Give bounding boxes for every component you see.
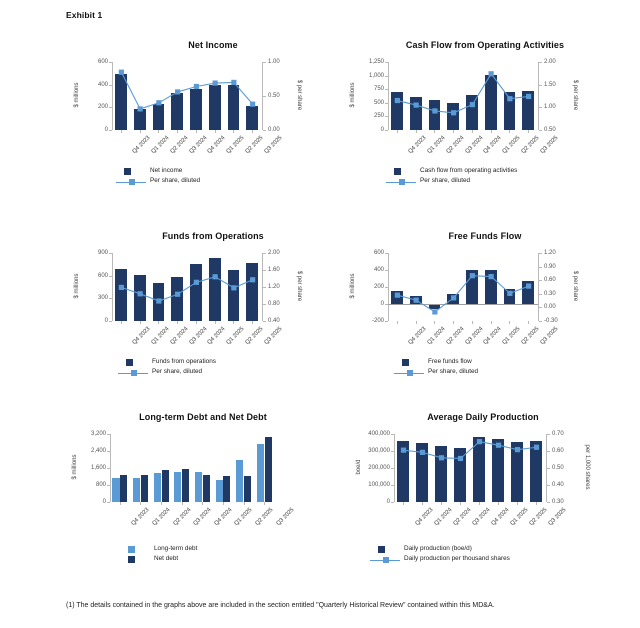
line-marker — [439, 455, 444, 460]
x-tick-mark — [453, 321, 454, 324]
y2-tick-label: 0.60 — [552, 448, 564, 454]
legend-swatch — [128, 556, 135, 563]
bar — [195, 472, 202, 502]
x-tick-label: Q1 2024 — [150, 135, 171, 155]
bar — [162, 470, 169, 502]
bar — [244, 476, 251, 502]
line-marker — [119, 70, 124, 75]
x-tick-label: Q3 2025 — [539, 135, 560, 155]
legend-label: Per share, diluted — [150, 177, 201, 184]
legend-line-swatch — [118, 373, 148, 374]
bar — [133, 478, 140, 502]
clipped-header-text — [66, 0, 626, 8]
y-tick-label: 3,200 — [90, 431, 106, 437]
line-path — [121, 72, 252, 109]
y2-tick-label: 0.30 — [552, 499, 564, 505]
x-tick-mark — [528, 321, 529, 324]
y-tick-label: 1,600 — [90, 465, 106, 471]
line-marker — [250, 277, 255, 282]
chart-funds-from-operations — [68, 231, 358, 375]
x-tick-label: Q3 2025 — [539, 326, 560, 346]
legend-swatch — [124, 168, 131, 175]
line-marker — [432, 309, 437, 314]
y-axis-ticks — [74, 428, 106, 505]
y-tick-label: 600 — [373, 250, 384, 256]
x-tick-label: Q2 2024 — [169, 135, 190, 155]
legend-label: Free funds flow — [428, 358, 472, 365]
x-tick-label: Q4 2023 — [407, 326, 428, 346]
line-marker — [138, 106, 143, 111]
x-tick-label: Q3 2024 — [464, 326, 485, 346]
line-marker — [138, 291, 143, 296]
y-tick-label: 1,250 — [368, 59, 384, 65]
y2-tick-label: 1.20 — [544, 250, 556, 256]
y2-axis-label: $ per share — [296, 79, 302, 111]
bar — [257, 444, 264, 502]
legend-label: Daily production per thousand shares — [404, 555, 510, 562]
y2-tick-label: 0.90 — [544, 263, 556, 270]
line-marker — [534, 445, 539, 450]
x-tick-label: Q1 2024 — [426, 135, 447, 155]
y-tick-label: 500 — [373, 99, 384, 106]
x-tick-label: Q3 2025 — [275, 507, 296, 527]
x-tick-label: Q3 2025 — [263, 326, 284, 346]
y2-axis-label: per 1,000 shares — [584, 444, 590, 490]
x-tick-mark — [252, 321, 253, 324]
y2-axis-label: $ per share — [572, 79, 578, 111]
line-marker — [395, 293, 400, 298]
x-tick-mark — [416, 321, 417, 324]
legend-line-swatch — [386, 182, 416, 183]
x-tick-label: Q1 2025 — [501, 326, 522, 346]
line-marker — [526, 283, 531, 288]
chart-net-income — [68, 40, 358, 184]
bar — [141, 475, 148, 502]
line-marker — [451, 295, 456, 300]
x-tick-mark — [397, 321, 398, 324]
bar — [203, 475, 210, 502]
legend-label: Net debt — [154, 555, 179, 562]
y2-tick-label: 0.40 — [268, 318, 280, 324]
x-tick-mark — [498, 502, 499, 505]
x-tick-mark — [472, 130, 473, 133]
line-marker — [526, 94, 531, 99]
x-tick-label: Q2 2025 — [244, 326, 265, 346]
x-tick-mark — [472, 321, 473, 324]
y2-tick-label: 0.70 — [552, 431, 564, 437]
y-axis-label: $ millions — [72, 454, 78, 480]
x-tick-label: Q1 2025 — [233, 507, 254, 527]
line-marker — [477, 439, 482, 444]
x-tick-label: Q4 2023 — [131, 135, 152, 155]
x-tick-label: Q4 2024 — [213, 507, 234, 527]
x-tick-mark — [509, 321, 510, 324]
y2-tick-label: -0.30 — [544, 318, 558, 324]
line-marker — [470, 102, 475, 107]
line-marker — [489, 274, 494, 279]
line-marker — [119, 285, 124, 290]
x-tick-label: Q3 2024 — [188, 326, 209, 346]
y-axis-label: $ millions — [350, 273, 356, 299]
y-tick-label: 100,000 — [368, 482, 390, 488]
y2-tick-label: 0.50 — [544, 127, 556, 133]
x-tick-label: Q1 2024 — [426, 326, 447, 346]
chart-free-funds-flow — [340, 231, 630, 375]
plot-area — [340, 56, 630, 184]
x-tick-label: Q4 2024 — [206, 326, 227, 346]
x-tick-label: Q2 2025 — [254, 507, 275, 527]
x-tick-label: Q1 2025 — [225, 326, 246, 346]
y2-tick-label: 1.00 — [268, 59, 280, 65]
x-tick-mark — [140, 502, 141, 505]
line-marker — [231, 285, 236, 290]
line-marker — [175, 292, 180, 297]
x-tick-mark — [528, 130, 529, 133]
y-axis-label: $ millions — [350, 82, 356, 108]
y2-tick-label: 0.40 — [552, 482, 564, 488]
line-marker — [507, 291, 512, 296]
bar — [236, 460, 243, 503]
x-tick-label: Q3 2024 — [464, 135, 485, 155]
x-tick-label: Q2 2024 — [445, 135, 466, 155]
y-tick-label: 400,000 — [368, 431, 390, 437]
x-tick-mark — [121, 321, 122, 324]
x-tick-label: Q3 2024 — [188, 135, 209, 155]
line-marker — [395, 98, 400, 103]
line-series-overlay — [340, 56, 630, 134]
bar — [216, 480, 223, 502]
y-tick-label: 900 — [97, 250, 108, 256]
y-axis-line — [110, 434, 111, 502]
x-tick-mark — [215, 321, 216, 324]
x-tick-mark — [509, 130, 510, 133]
chart-title: Net Income — [188, 40, 238, 50]
x-tick-mark — [182, 502, 183, 505]
footnote-text: The details contained in the graphs above are included in the section entitled "Quarterly Historical Review" contained within this MD&A. — [76, 602, 495, 609]
line-marker — [420, 450, 425, 455]
x-tick-mark — [233, 321, 234, 324]
y-tick-label: 400 — [373, 267, 384, 273]
line-series-overlay — [68, 56, 358, 134]
bar — [223, 476, 230, 502]
line-series-overlay — [338, 428, 628, 506]
x-tick-label: Q2 2024 — [445, 326, 466, 346]
line-series-overlay — [340, 247, 630, 325]
x-tick-label: Q4 2024 — [482, 135, 503, 155]
legend-swatch — [378, 546, 385, 553]
y-tick-label: 0 — [102, 499, 106, 505]
plot-area — [340, 247, 630, 375]
x-tick-mark — [422, 502, 423, 505]
plot-area — [338, 428, 628, 562]
x-tick-mark — [397, 130, 398, 133]
legend-swatch — [128, 546, 135, 553]
x-tick-mark — [202, 502, 203, 505]
chart-long-term-debt-and-net-debt — [58, 412, 348, 562]
line-marker — [213, 80, 218, 85]
x-tick-mark — [517, 502, 518, 505]
x-tick-label: Q1 2024 — [151, 507, 172, 527]
x-tick-mark — [196, 321, 197, 324]
x-tick-mark — [121, 130, 122, 133]
y-tick-label: 1,000 — [368, 72, 384, 79]
y-tick-label: 2,400 — [90, 448, 106, 454]
footnote-marker: (1) — [66, 602, 75, 609]
line-marker — [489, 71, 494, 76]
bar — [120, 475, 127, 502]
x-tick-mark — [416, 130, 417, 133]
legend-line-swatch — [394, 373, 424, 374]
legend-label: Long-term debt — [154, 545, 198, 552]
x-tick-mark — [158, 130, 159, 133]
y-tick-label: 750 — [373, 86, 384, 93]
y-tick-label: 800 — [95, 482, 106, 488]
x-tick-label: Q4 2023 — [407, 135, 428, 155]
y2-tick-label: 0.80 — [268, 301, 280, 307]
x-tick-label: Q3 2024 — [192, 507, 213, 527]
x-tick-label: Q4 2024 — [482, 326, 503, 346]
y-tick-label: 600 — [97, 272, 108, 279]
y-tick-label: 250 — [373, 113, 384, 120]
line-marker — [414, 102, 419, 107]
x-tick-label: Q2 2025 — [520, 326, 541, 346]
line-marker — [156, 100, 161, 105]
line-marker — [156, 298, 161, 303]
line-series-overlay — [68, 247, 358, 325]
y-axis-label: $ millions — [74, 82, 80, 108]
x-tick-label: Q1 2025 — [509, 507, 529, 527]
x-tick-mark — [177, 130, 178, 133]
plot-area — [68, 56, 358, 184]
legend-label: Per share, diluted — [428, 368, 479, 375]
legend-swatch — [394, 168, 401, 175]
x-tick-label: Q3 2025 — [263, 135, 284, 155]
x-tick-label: Q2 2025 — [528, 507, 548, 527]
x-tick-label: Q1 2025 — [225, 135, 246, 155]
legend-label: Net income — [150, 167, 183, 174]
y-tick-mark — [107, 502, 110, 503]
y2-tick-label: 0.50 — [268, 93, 280, 99]
y-tick-label: 0 — [380, 127, 384, 133]
line-marker — [194, 84, 199, 89]
bar — [265, 437, 272, 502]
x-tick-label: Q4 2023 — [131, 326, 152, 346]
x-tick-mark — [441, 502, 442, 505]
chart-average-daily-production — [338, 412, 628, 562]
chart-title: Free Funds Flow — [448, 231, 522, 241]
bar — [182, 469, 189, 502]
y-tick-label: 200 — [97, 104, 108, 111]
y2-tick-label: 1.60 — [268, 267, 280, 273]
y-tick-label: 300 — [97, 295, 108, 302]
y-tick-label: 300,000 — [368, 448, 390, 454]
y-tick-label: 0 — [104, 127, 108, 133]
x-tick-label: Q1 2025 — [501, 135, 522, 155]
chart-title: Long-term Debt and Net Debt — [139, 412, 267, 422]
y-tick-label: 200 — [373, 284, 384, 290]
y-axis-label: $ millions — [74, 273, 80, 299]
line-marker — [507, 96, 512, 101]
x-tick-mark — [196, 130, 197, 133]
bar — [154, 473, 161, 502]
y2-tick-label: 1.50 — [544, 81, 556, 88]
y2-tick-label: 1.20 — [268, 284, 280, 290]
y-tick-label: 200,000 — [368, 465, 390, 471]
x-tick-mark — [161, 502, 162, 505]
y2-tick-label: 2.00 — [268, 250, 280, 256]
x-tick-label: Q3 2024 — [471, 507, 491, 527]
line-marker — [175, 89, 180, 94]
y-axis-label: boe/d — [356, 459, 362, 475]
x-tick-label: Q4 2023 — [130, 507, 151, 527]
x-tick-label: Q2 2025 — [244, 135, 265, 155]
y2-tick-label: 0.00 — [268, 127, 280, 133]
chart-cash-flow-operating — [340, 40, 630, 184]
y2-axis-label: $ per share — [296, 270, 302, 302]
y2-axis-label: $ per share — [572, 270, 578, 302]
legend-label: Daily production (boe/d) — [404, 545, 472, 552]
bar — [112, 478, 119, 502]
legend-label: Funds from operations — [152, 358, 216, 365]
y2-tick-label: 2.00 — [544, 59, 556, 65]
plot-area — [58, 428, 348, 562]
y2-tick-label: 0.60 — [544, 277, 556, 284]
y-tick-label: 600 — [97, 59, 108, 65]
x-tick-mark — [244, 502, 245, 505]
line-marker — [250, 102, 255, 107]
y2-tick-label: 0.00 — [544, 304, 556, 311]
x-tick-label: Q4 2024 — [490, 507, 510, 527]
footnote — [66, 601, 616, 611]
chart-title: Funds from Operations — [162, 231, 264, 241]
x-tick-mark — [453, 130, 454, 133]
line-marker — [213, 274, 218, 279]
x-tick-mark — [536, 502, 537, 505]
x-tick-mark — [403, 502, 404, 505]
plot-area — [68, 247, 358, 375]
x-tick-mark — [140, 321, 141, 324]
x-tick-mark — [233, 130, 234, 133]
line-marker — [451, 110, 456, 115]
x-tick-mark — [491, 130, 492, 133]
line-marker — [401, 448, 406, 453]
x-tick-mark — [264, 502, 265, 505]
y-tick-label: 0 — [380, 301, 384, 307]
x-tick-mark — [140, 130, 141, 133]
bar — [174, 472, 181, 502]
x-tick-mark — [177, 321, 178, 324]
x-tick-mark — [223, 502, 224, 505]
x-tick-label: Q4 2024 — [206, 135, 227, 155]
x-tick-label: Q1 2024 — [150, 326, 171, 346]
line-marker — [458, 456, 463, 461]
chart-title: Cash Flow from Operating Activities — [405, 40, 565, 50]
legend-label: Cash flow from operating activities — [420, 167, 518, 174]
y2-tick-label: 1.00 — [544, 104, 556, 111]
x-tick-label: Q4 2023 — [414, 507, 434, 527]
legend-line-swatch — [116, 182, 146, 183]
x-tick-mark — [158, 321, 159, 324]
line-marker — [432, 108, 437, 113]
x-tick-label: Q3 2025 — [547, 507, 567, 527]
line-marker — [194, 280, 199, 285]
x-tick-mark — [479, 502, 480, 505]
x-tick-label: Q2 2024 — [452, 507, 472, 527]
line-marker — [414, 298, 419, 303]
x-tick-mark — [252, 130, 253, 133]
line-marker — [496, 443, 501, 448]
legend-line-swatch — [370, 560, 400, 561]
x-tick-mark — [120, 502, 121, 505]
y-tick-label: 0 — [386, 499, 390, 505]
x-tick-label: Q1 2024 — [433, 507, 453, 527]
legend-label: Per share, diluted — [152, 368, 203, 375]
legend-swatch — [402, 359, 409, 366]
y-tick-label: 0 — [104, 318, 108, 324]
x-tick-mark — [215, 130, 216, 133]
x-tick-mark — [434, 321, 435, 324]
x-tick-mark — [434, 130, 435, 133]
y-tick-label: -200 — [371, 318, 384, 324]
line-marker — [231, 80, 236, 85]
chart-title: Average Daily Production — [427, 412, 539, 422]
line-marker — [470, 273, 475, 278]
y2-tick-label: 0.30 — [544, 290, 556, 297]
x-tick-mark — [491, 321, 492, 324]
legend-label: Per share, diluted — [420, 177, 471, 184]
y2-tick-label: 0.50 — [552, 465, 564, 471]
x-tick-label: Q2 2025 — [520, 135, 541, 155]
exhibit-label: Exhibit 1 — [66, 10, 103, 20]
y-tick-label: 400 — [97, 81, 108, 88]
line-marker — [515, 447, 520, 452]
x-tick-label: Q2 2024 — [169, 326, 190, 346]
x-tick-label: Q2 2024 — [172, 507, 193, 527]
x-tick-mark — [460, 502, 461, 505]
legend-swatch — [126, 359, 133, 366]
